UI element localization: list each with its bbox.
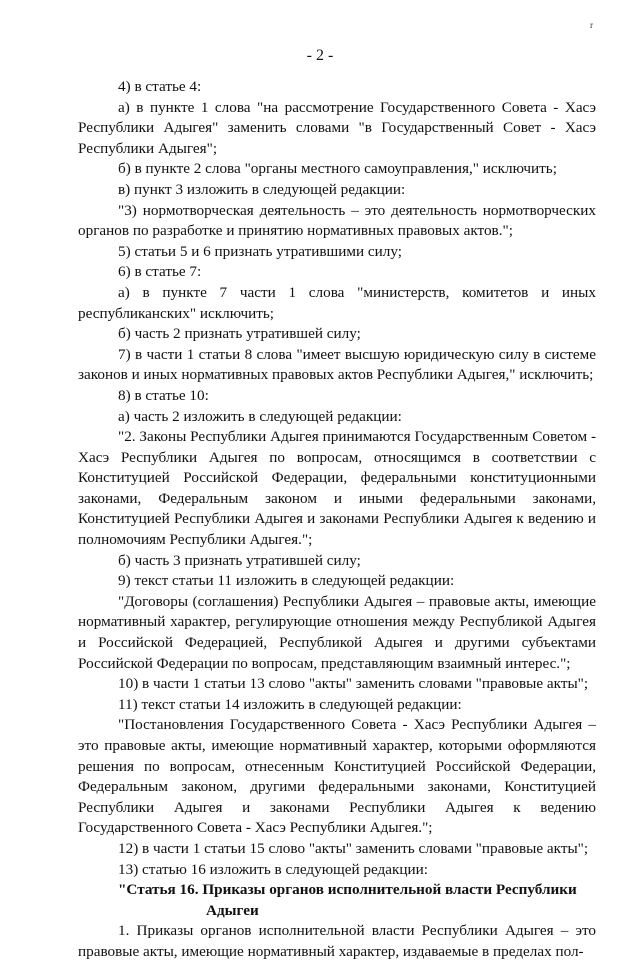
paragraph: б) часть 2 признать утратившей силу; <box>118 325 361 343</box>
paragraph: 7) в части 1 статьи 8 слова "имеет высшую юридическую силу в системе законов и иных нормативных правовых актов Республики Адыгея," исключить; <box>78 345 596 384</box>
scan-mark: r <box>590 20 593 30</box>
paragraph: 12) в части 1 статьи 15 слово "акты" заменить словами "правовые акты"; <box>118 839 589 857</box>
paragraph: 4) в статье 4: <box>118 78 202 95</box>
paragraph: а) часть 2 изложить в следующей редакции: <box>118 407 402 425</box>
article-heading-line1: "Статья 16. Приказы органов исполнительной власти Республики <box>118 881 577 899</box>
page-number: - 2 - <box>306 47 334 64</box>
paragraph: б) в пункте 2 слова "органы местного самоуправления," исключить; <box>118 160 557 178</box>
paragraph: в) пункт 3 изложить в следующей редакции: <box>118 180 406 198</box>
paragraph: "2. Законы Республики Адыгея принимаются Государственным Советом - Хасэ Республики Адыгея по вопросам, относящимся в соответствии с Конституцией Российской Федерации, федеральными конституционными законами, Федеральным законом и иными федеральными законами, Конституцией Республики Адыгея и законами Республики Адыгея к ведению и полномочиям Республики Адыгея."; <box>78 428 596 549</box>
paragraph: 11) текст статьи 14 изложить в следующей редакции: <box>118 695 462 713</box>
paragraph: а) в пункте 7 части 1 слова "министерств, комитетов и иных республиканских" исключить; <box>78 283 596 322</box>
paragraph: а) в пункте 1 слова "на рассмотрение Государственного Совета - Хасэ Республики Адыгея" заменить словами "в Государственный Совет - Хасэ Республики Адыгея"; <box>78 98 596 157</box>
document-body <box>78 77 596 963</box>
paragraph: 5) статьи 5 и 6 признать утратившими силу; <box>118 242 402 260</box>
paragraph: б) часть 3 признать утратившей силу; <box>118 551 361 569</box>
paragraph: 8) в статье 10: <box>118 386 209 404</box>
paragraph: "Постановления Государственного Совета - Хасэ Республики Адыгея – это правовые акты, имеющие нормативный характер, которыми оформляются решения по вопросам, отнесенным Конституцией Российской Федерации, Федеральным законом, другими федеральными законами, Конституцией Республики Адыгея и законами Республики Адыгея к ведению Государственного Совета - Хасэ Республики Адыгея."; <box>78 716 596 837</box>
paragraph: "Договоры (соглашения) Республики Адыгея – правовые акты, имеющие нормативный характер, регулирующие отношения между Республикой Адыгея и Российской Федерацией, Республикой Адыгея и другими субъектами Российской Федерации по вопросам, представляющим взаимный интерес."; <box>78 592 596 672</box>
paragraph: 9) текст статьи 11 изложить в следующей редакции: <box>118 572 455 590</box>
paragraph: "3) нормотворческая деятельность – это деятельность нормотворческих органов по разработке и принятию нормативных правовых актов."; <box>78 201 596 240</box>
paragraph: 13) статью 16 изложить в следующей редакции: <box>118 860 428 878</box>
article-heading <box>78 880 596 921</box>
final-paragraph: 1. Приказы органов исполнительной власти Республики Адыгея – это правовые акты, имеющие нормативный характер, издаваемые в пределах пол- <box>78 922 596 960</box>
paragraph: 6) в статье 7: <box>118 263 202 281</box>
paragraph: 10) в части 1 статьи 13 слово "акты" заменить словами "правовые акты"; <box>118 675 589 693</box>
article-heading-line2: Адыгеи <box>206 901 259 919</box>
